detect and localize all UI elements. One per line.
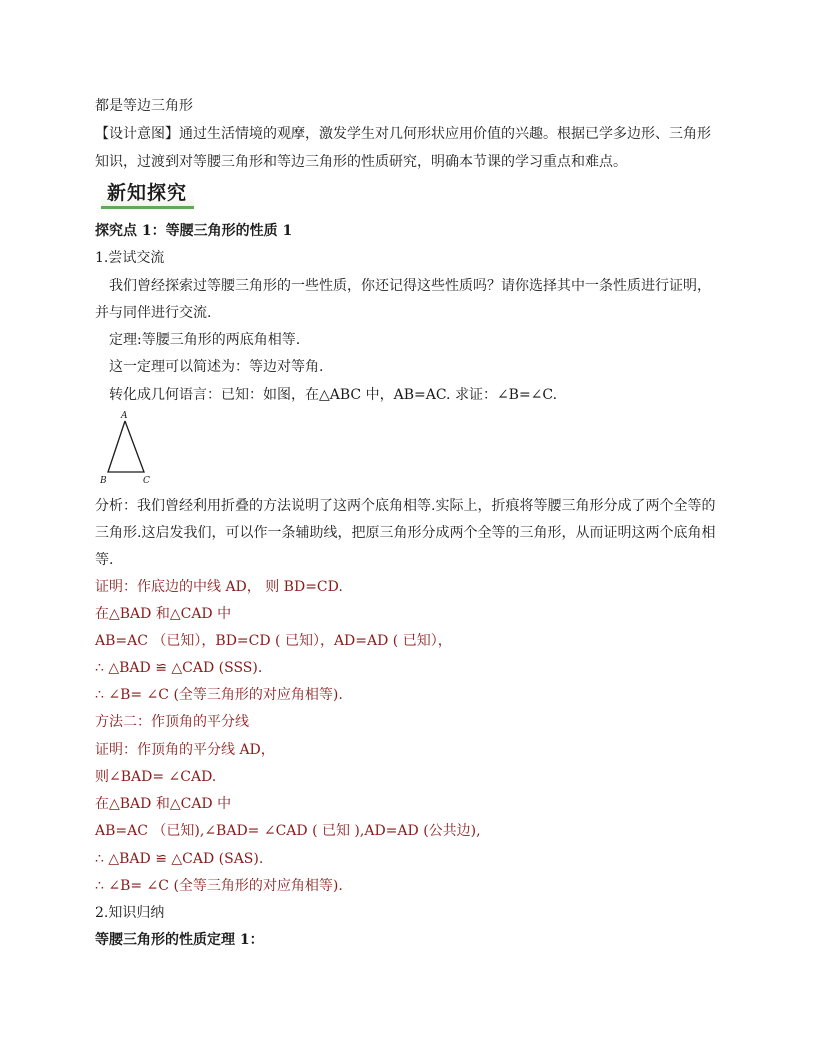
proof-2-line-4: AB=AC （已知),∠BAD= ∠CAD ( 已知 ),AD=AD (公共边), [95, 823, 481, 839]
analysis-line-3: 等. [95, 552, 114, 568]
theorem-short-form: 这一定理可以简述为：等边对等角. [109, 359, 324, 375]
triangle-outline [108, 421, 144, 472]
subsection-knowledge-summary: 2.知识归纳 [95, 905, 165, 921]
vertex-label-b: B [100, 476, 107, 486]
analysis-line-2: 三角形.这启发我们，可以作一条辅助线，把原三角形分成两个全等的三角形，从而证明这两个底角相 [95, 525, 716, 541]
proof-2-line-2: 则∠BAD= ∠CAD. [95, 769, 217, 785]
triangle-abc-diagram [96, 408, 156, 486]
proof-2-line-6: ∴ ∠B= ∠C (全等三角形的对应角相等). [95, 878, 343, 894]
inquiry-point-title: 探究点 1：等腰三角形的性质 1 [95, 223, 293, 239]
vertex-label-c: C [143, 476, 150, 486]
subsection-try-exchange: 1.尝试交流 [95, 250, 165, 266]
theorem-1-title: 等腰三角形的性质定理 1： [95, 932, 264, 948]
proof-1-line-1: 证明：作底边的中线 AD， 则 BD=CD. [95, 579, 343, 595]
design-intent-line-2: 知识，过渡到对等腰三角形和等边三角形的性质研究，明确本节课的学习重点和难点。 [95, 154, 627, 170]
triangle-figure [96, 408, 156, 486]
analysis-line-1: 分析：我们曾经利用折叠的方法说明了这两个底角相等.实际上，折痕将等腰三角形分成了两个全等的 [95, 498, 716, 514]
proof-2-line-5: ∴ △BAD ≌ △CAD (SAS). [95, 851, 264, 867]
proof-1-line-3: AB=AC （已知），BD=CD ( 已知），AD=AD ( 已知）， [95, 633, 452, 649]
vertex-label-a: A [121, 411, 128, 421]
proof-1-line-5: ∴ ∠B= ∠C (全等三角形的对应角相等). [95, 687, 343, 703]
proof-1-line-2: 在△BAD 和△CAD 中 [95, 606, 232, 622]
proof-2-line-1: 证明：作顶角的平分线 AD， [95, 742, 275, 758]
design-intent-line-1: 【设计意图】通过生活情境的观摩，激发学生对几何形状应用价值的兴趣。根据已学多边形、三角形 [95, 126, 711, 142]
theorem-statement: 定理:等腰三角形的两底角相等. [109, 332, 301, 348]
proof-2-line-3: 在△BAD 和△CAD 中 [95, 796, 232, 812]
intro-text-line: 都是等边三角形 [95, 98, 193, 114]
geometric-language: 转化成几何语言：已知：如图，在△ABC 中，AB=AC. 求证：∠B=∠C. [109, 387, 558, 403]
question-line-2: 并与同伴进行交流. [95, 305, 212, 321]
question-line-1: 我们曾经探索过等腰三角形的一些性质，你还记得这些性质吗？请你选择其中一条性质进行证明， [109, 278, 711, 294]
section-heading: 新知探究 [101, 180, 194, 209]
proof-1-line-4: ∴ △BAD ≌ △CAD (SSS). [95, 660, 263, 676]
method-two-title: 方法二：作顶角的平分线 [95, 714, 249, 730]
